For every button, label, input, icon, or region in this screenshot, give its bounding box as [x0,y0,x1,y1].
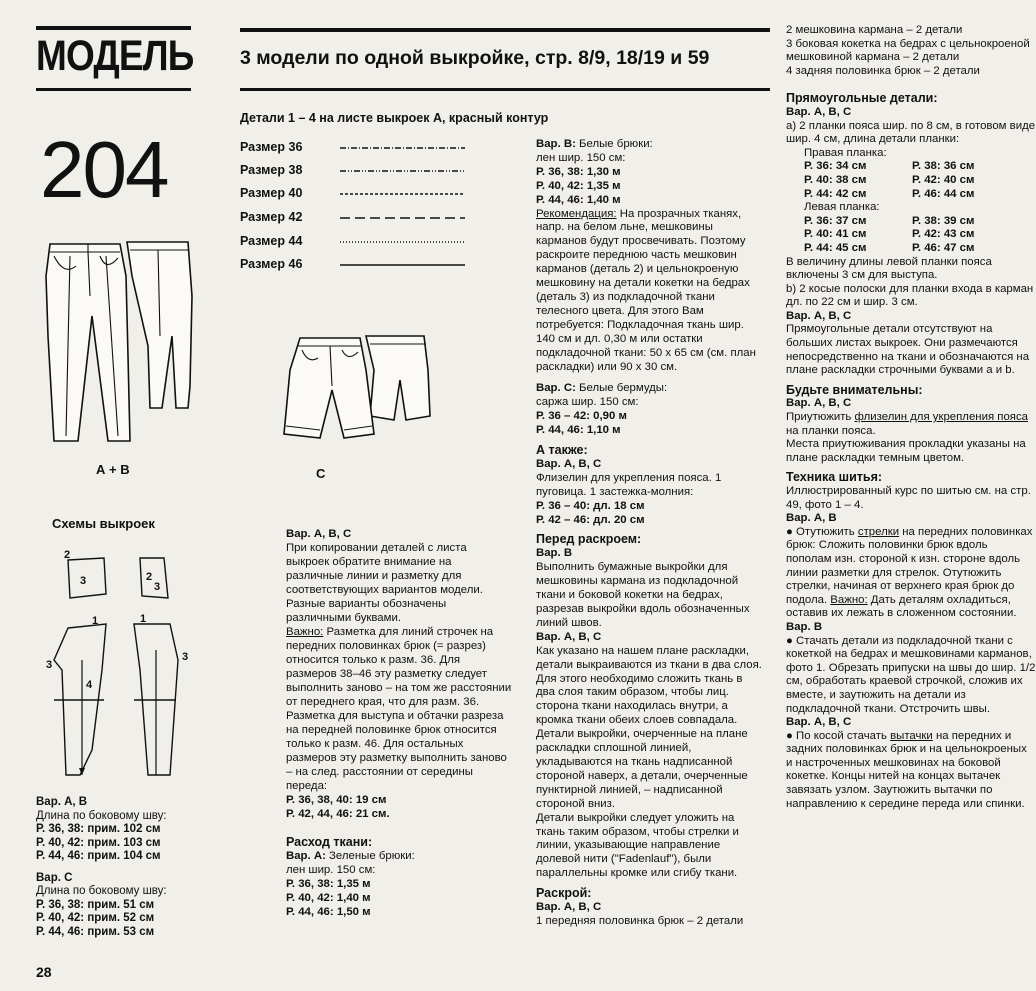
size-legend [240,140,480,280]
variant-heading: Вар. С [36,871,73,884]
column-1-text [36,796,206,939]
schemes-title: Схемы выкроек [52,516,155,531]
size-label: Размер 36 [240,140,303,154]
scheme-label: 3 [182,651,189,663]
scheme-label: 3 [46,659,53,671]
length-row: Р. 44, 46: прим. 53 см [36,925,155,938]
header-rule-left-bottom [36,88,191,91]
caption-ab: А + В [96,462,130,477]
page-number: 28 [36,964,52,980]
length-row: Р. 40, 42: прим. 52 см [36,912,155,924]
scheme-label: 1 [92,615,99,627]
measure-row: Р. 36, 38, 40: 19 см [286,794,387,806]
size-label: Размер 44 [240,234,303,248]
scheme-label: 3 [80,575,87,587]
measure-row: Р. 42, 44, 46: 21 см. [286,808,390,820]
size-row-42 [240,210,480,230]
paragraph: Важно: Разметка для линий строчек на передних половинках брюк (= разрез) относится только к разм. 36. Для размеров 38–46 эту разметку следует выполнить заново – на том же расстоянии от переднего края, что для разм. 36. Разметка для выступа и обтачки разреза на передней половинке брюк относится только к разм. 46. Для остальных размеров эту разметку выполнить заново – на след. расстоянии от середины переда: [286,626,512,792]
scheme-label: 2 [146,571,153,583]
length-row: Р. 36, 38: прим. 51 см [36,898,155,911]
paragraph: Рекомендация: На прозрачных тканях, напр. на белом льне, мешковины карманов будут просвечивать. Поэтому раскроите переднюю часть мешковин карманов (деталь 2) и цельнокроеную мешковину на детали кокетки на бедрах (деталь 3) из подкладочной ткани телесного цвета. Для этого Вам потребуется: Подкладочная ткань шир. 140 см и дл. 0,30 м или остатки подкладочной ткани: 50 х 65 см (см. план раскладки) или 90 х 30 см. [536,207,756,373]
line-sample-solid [340,261,470,269]
section-heading: Прямоугольные детали: [786,91,938,106]
model-label: МОДЕЛЬ [36,32,194,80]
shorts-illustration [278,330,438,445]
size-label: Размер 38 [240,163,303,177]
page-headline: 3 модели по одной выкройке, стр. 8/9, 18/19 и 59 [240,47,710,69]
column-2-text: Вар. А, В, С При копировании деталей с листа выкроек обратите внимание на различные линии и разметку для соответствующих вариантов модели. Разные варианты обозначены различными буквами. Важно: Разметка для линий строчек на передних половинках брюк (= разрез) относится только к разм. 36. Для размеров 38–46 эту разметку следует выполнить заново – на том же расстоянии от переднего края, что для разм. 36. Разметка для выступа и обтачки разреза на передней половинке брюк относится только к разм. 46. Для остальных размеров эту разметку выполнить заново – на след. расстоянии от середины переда: Р. 36, 38, 40: 19 см Р. 42, 44, 46: 21 см. Расход ткани: Вар. А: Зеленые брюки: лен шир. 150 см: Р. 36, 38: 1,35 м Р. 40, 42: 1,40 м Р. 44, 46: 1,50 м [286,528,512,918]
scheme-label: 1 [140,613,147,625]
length-row: Р. 40, 42: прим. 103 см [36,836,161,849]
paragraph: При копировании деталей с листа выкроек обратите внимание на различные линии и разметку для соответствующих вариантов модели. Разные варианты обозначены различными буквами. [286,542,483,624]
line-sample-dash-dot [340,144,470,152]
measure-row: Р. 36, 38: 1,35 м [286,878,371,890]
scheme-label: 2 [64,549,71,561]
pattern-subtitle: Детали 1 – 4 на листе выкроек А, красный контур [240,111,549,125]
section-heading: Раскрой: [536,886,592,901]
caption-c: С [316,466,326,481]
size-row-40 [240,186,480,206]
size-row-38 [240,163,480,183]
line-sample-dash-dot-dot [340,167,470,175]
line-sample-long-dash [340,214,470,222]
length-label: Длина по боковому шву: [36,885,167,897]
line-sample-dotted [340,238,470,246]
size-row-46 [240,257,480,277]
header-rule-right [240,28,770,32]
model-number: 204 [40,125,168,214]
column-4-text: 2 мешковина кармана – 2 детали 3 боковая кокетка на бедрах с цельнокроеной мешковиной кармана – 2 детали 4 задняя половинка брюк – 2 детали Прямоугольные детали: Вар. А, В, С а) 2 планки пояса шир. по 8 см, в готовом виде шир. 4 см, длина детали планки: Правая планка: Р. 36: 34 см Р. 38: 36 см Р. 40: 38 см Р. 42: 40 см Р. 44: 42 см Р. 46: 44 см Левая планка: Р. 36: 37 см Р. 38: 39 см Р. 40: 41 см Р. 42: 43 см Р. 44: 45 см Р. 46: 47 см В величину длины левой планки пояса включены 3 см для выступа. b) 2 косые полоски для планки входа в карман дл. по 22 см и шир. 3 см. Вар. А, В, С Прямоугольные детали отсутствуют на больших листах выкроек. Они размечаются непосредственно на ткани и обозначаются на плане раскладки строчными буквами а и b. Будьте внимательны: Вар. А, В, С Приутюжить флизелин для укрепления пояса на планки пояса. Места приутюживания прокладки указаны на плане раскладки темным цветом. Техника шитья: Иллюстрированный курс по шитью см. на стр. 49, фото 1 – 4. Вар. А, В ● Отутюжить стрелки на передних половинках брюк: Сложить половинки брюк вдоль пополам изн. стороной к изн. стороне вдоль линии разметки для стрелок. Отутюжить стрелки, начиная от верхнего края брюк до подола. Важно: Дать деталям охладиться, оставив их лежать в сложенном состоянии. Вар. В ● Стачать детали из подкладочной ткани с кокеткой на бедрах и мешковинами карманов, фото 1. Обрезать припуски на швы до шир. 1/2 см, обработать краевой строчкой, сложив их вместе, и заутюжить на детали из подкладочной ткани. Отстрочить швы. Вар. А, В, С ● По косой стачать вытачки на передних и задних половинках брюк и на цельнокроеных и настроченных мешковинах на боковой кокетке. Концы нитей на концах вытачек завязать узлом. Заутюжить вытачки по направлению к середине переда или спинки. [786,24,1036,810]
line-sample-fine-dash [340,190,470,198]
header-rule-right-bottom [240,88,770,91]
section-heading: Техника шитья: [786,470,883,485]
size-label: Размер 40 [240,186,303,200]
size-label: Размер 42 [240,210,303,224]
section-heading: Расход ткани: [286,835,373,849]
length-label: Длина по боковому шву: [36,809,167,822]
size-row-44 [240,234,480,254]
section-heading: Вар. А, В, С [286,528,352,540]
scheme-label: 4 [86,679,93,691]
size-row-36 [240,140,480,160]
size-label: Размер 46 [240,257,303,271]
emphasis-label: Важно: [286,626,324,638]
trousers-illustration [40,236,200,451]
measure-row: Р. 44, 46: 1,50 м [286,906,371,918]
section-heading: Перед раскроем: [536,532,642,547]
column-3-text: Вар. В: Белые брюки: лен шир. 150 см: Р. 36, 38: 1,30 м Р. 40, 42: 1,35 м Р. 44, 46: 1,40 м Рекомендация: На прозрачных тканях, напр. на белом льне, мешковины карманов будут просвечивать. Поэтому раскроите переднюю часть мешковин карманов (деталь 2) и цельнокроеную мешковину на детали кокетки на бедрах (деталь 3) из подкладочной ткани телесного цвета. Для этого Вам потребуется: Подкладочная ткань шир. 140 см и дл. 0,30 м или остатки подкладочной ткани: 50 х 65 см (см. план раскладки) или 90 х 30 см. Вар. С: Белые бермуды: саржа шир. 150 см: Р. 36 – 42: 0,90 м Р. 44, 46: 1,10 м А также: Вар. А, В, С Флизелин для укрепления пояса. 1 пуговица. 1 застежка-молния: Р. 36 – 40: дл. 18 см Р. 42 – 46: дл. 20 см Перед раскроем: Вар. В Выполнить бумажные выкройки для мешковины кармана из подкладочной ткани и боковой кокетки на бедрах, разрезав выкройки вдоль обозначенных линий швов. Вар. А, В, С Как указано на нашем плане раскладки, детали выкраиваются из ткани в два слоя. Для этого необходимо сложить ткань в два слоя таким образом, чтобы лиц. сторона ткани находилась внутри, а кромка ткани обеих слоев совпадала. Детали выкройки, очерченные на плане раскладки сплошной линией, укладываются на ткань надписанной стороной наверх, а детали, очерченные пунктирной линией, – надписанной стороной вниз. Детали выкройки следует уложить на ткань таким образом, чтобы стрелки и линии, указывающие направление долевой нити ("Fadenlauf"), были параллельны кромке или сгибу ткани. Раскрой: Вар. А, В, С 1 передняя половинка брюк – 2 детали [536,138,764,929]
scheme-label: 3 [154,581,161,593]
section-heading: А также: [536,443,588,458]
variant-heading: Вар. А, В [36,796,88,808]
header-rule-left [36,26,191,30]
pattern-schemes-diagram [44,550,194,790]
length-row: Р. 36, 38: прим. 102 см [36,823,161,835]
measure-row: Р. 40, 42: 1,40 м [286,892,371,904]
length-row: Р. 44, 46: прим. 104 см [36,850,161,862]
section-heading: Будьте внимательны: [786,382,923,397]
